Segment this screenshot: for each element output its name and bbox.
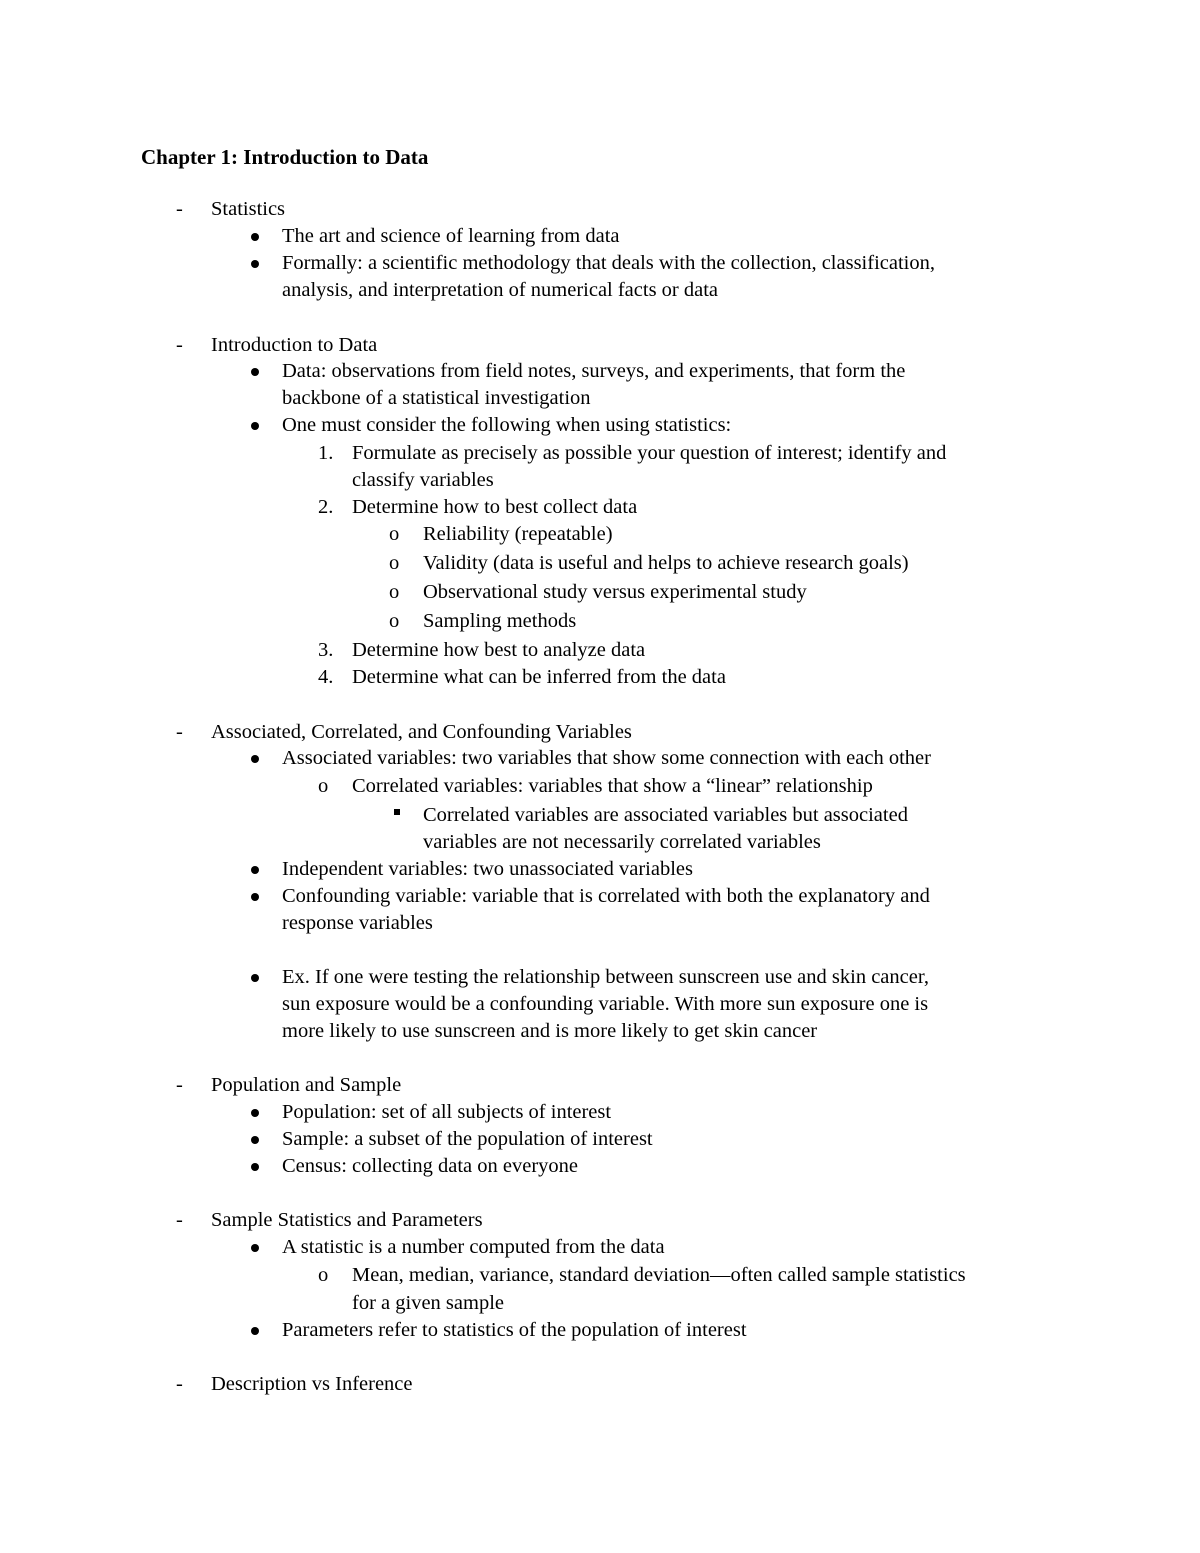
list-item: Data: observations from field notes, surveys, and experiments, that form the — [282, 360, 906, 382]
bullet-icon — [251, 1244, 259, 1252]
dash-marker: - — [176, 1373, 183, 1395]
bullet-icon — [251, 422, 259, 430]
bullet-icon — [251, 974, 259, 982]
sub-item: Correlated variables: variables that show a “linear” relationship — [352, 775, 873, 797]
step-item: Determine how to best collect data — [352, 496, 638, 518]
dash-marker: - — [176, 721, 183, 743]
list-item: One must consider the following when using statistics: — [282, 414, 732, 436]
bullet-icon — [251, 755, 259, 763]
list-item-continuation: analysis, and interpretation of numerical facts or data — [282, 279, 719, 301]
step-number: 4. — [318, 666, 334, 688]
circle-marker: o — [389, 581, 400, 603]
step-item: Determine what can be inferred from the data — [352, 666, 726, 688]
bullet-icon — [251, 368, 259, 376]
circle-marker: o — [389, 523, 400, 545]
list-item: A statistic is a number computed from the data — [282, 1236, 665, 1258]
step-item: Determine how best to analyze data — [352, 639, 646, 661]
sub-sub-item: Correlated variables are associated variables but associated — [423, 804, 908, 826]
list-item-continuation: sun exposure would be a confounding variable. With more sun exposure one is — [282, 993, 929, 1015]
circle-marker: o — [318, 775, 329, 797]
list-item: Formally: a scientific methodology that deals with the collection, classification, — [282, 252, 935, 274]
sub-item: Reliability (repeatable) — [423, 523, 613, 545]
square-bullet-icon — [394, 809, 400, 815]
sub-item: Validity (data is useful and helps to achieve research goals) — [423, 552, 909, 574]
sub-item: Sampling methods — [423, 610, 577, 632]
circle-marker: o — [318, 1264, 329, 1286]
list-item: The art and science of learning from data — [282, 225, 620, 247]
bullet-icon — [251, 1327, 259, 1335]
circle-marker: o — [389, 552, 400, 574]
bullet-icon — [251, 1109, 259, 1117]
bullet-icon — [251, 893, 259, 901]
sub-item: Mean, median, variance, standard deviation—often called sample statistics — [352, 1264, 966, 1286]
sub-sub-item-continuation: variables are not necessarily correlated variables — [423, 831, 821, 853]
section-heading-variables: Associated, Correlated, and Confounding Variables — [211, 721, 632, 743]
step-number: 2. — [318, 496, 334, 518]
bullet-icon — [251, 1136, 259, 1144]
sub-item: Observational study versus experimental study — [423, 581, 807, 603]
list-item: Census: collecting data on everyone — [282, 1155, 579, 1177]
section-heading-sample-statistics: Sample Statistics and Parameters — [211, 1209, 483, 1231]
list-item: Parameters refer to statistics of the population of interest — [282, 1319, 747, 1341]
list-item: Ex. If one were testing the relationship between sunscreen use and skin cancer, — [282, 966, 929, 988]
dash-marker: - — [176, 198, 183, 220]
section-heading-introduction-to-data: Introduction to Data — [211, 334, 378, 356]
list-item-continuation: backbone of a statistical investigation — [282, 387, 591, 409]
sub-item-continuation: for a given sample — [352, 1292, 504, 1314]
dash-marker: - — [176, 1074, 183, 1096]
section-heading-population-and-sample: Population and Sample — [211, 1074, 402, 1096]
dash-marker: - — [176, 334, 183, 356]
list-item: Population: set of all subjects of interest — [282, 1101, 612, 1123]
page-title: Chapter 1: Introduction to Data — [141, 145, 429, 169]
dash-marker: - — [176, 1209, 183, 1231]
circle-marker: o — [389, 610, 400, 632]
step-number: 3. — [318, 639, 334, 661]
bullet-icon — [251, 866, 259, 874]
section-heading-statistics: Statistics — [211, 198, 286, 220]
bullet-icon — [251, 260, 259, 268]
bullet-icon — [251, 1163, 259, 1171]
step-number: 1. — [318, 442, 334, 464]
list-item: Independent variables: two unassociated variables — [282, 858, 693, 880]
list-item: Sample: a subset of the population of interest — [282, 1128, 653, 1150]
step-item: Formulate as precisely as possible your question of interest; identify and — [352, 442, 947, 464]
section-heading-description-vs-inference: Description vs Inference — [211, 1373, 413, 1395]
bullet-icon — [251, 233, 259, 241]
list-item-continuation: more likely to use sunscreen and is more likely to get skin cancer — [282, 1020, 818, 1042]
list-item: Confounding variable: variable that is correlated with both the explanatory and — [282, 885, 930, 907]
list-item: Associated variables: two variables that show some connection with each other — [282, 747, 931, 769]
list-item-continuation: response variables — [282, 912, 433, 934]
step-item-continuation: classify variables — [352, 469, 494, 491]
